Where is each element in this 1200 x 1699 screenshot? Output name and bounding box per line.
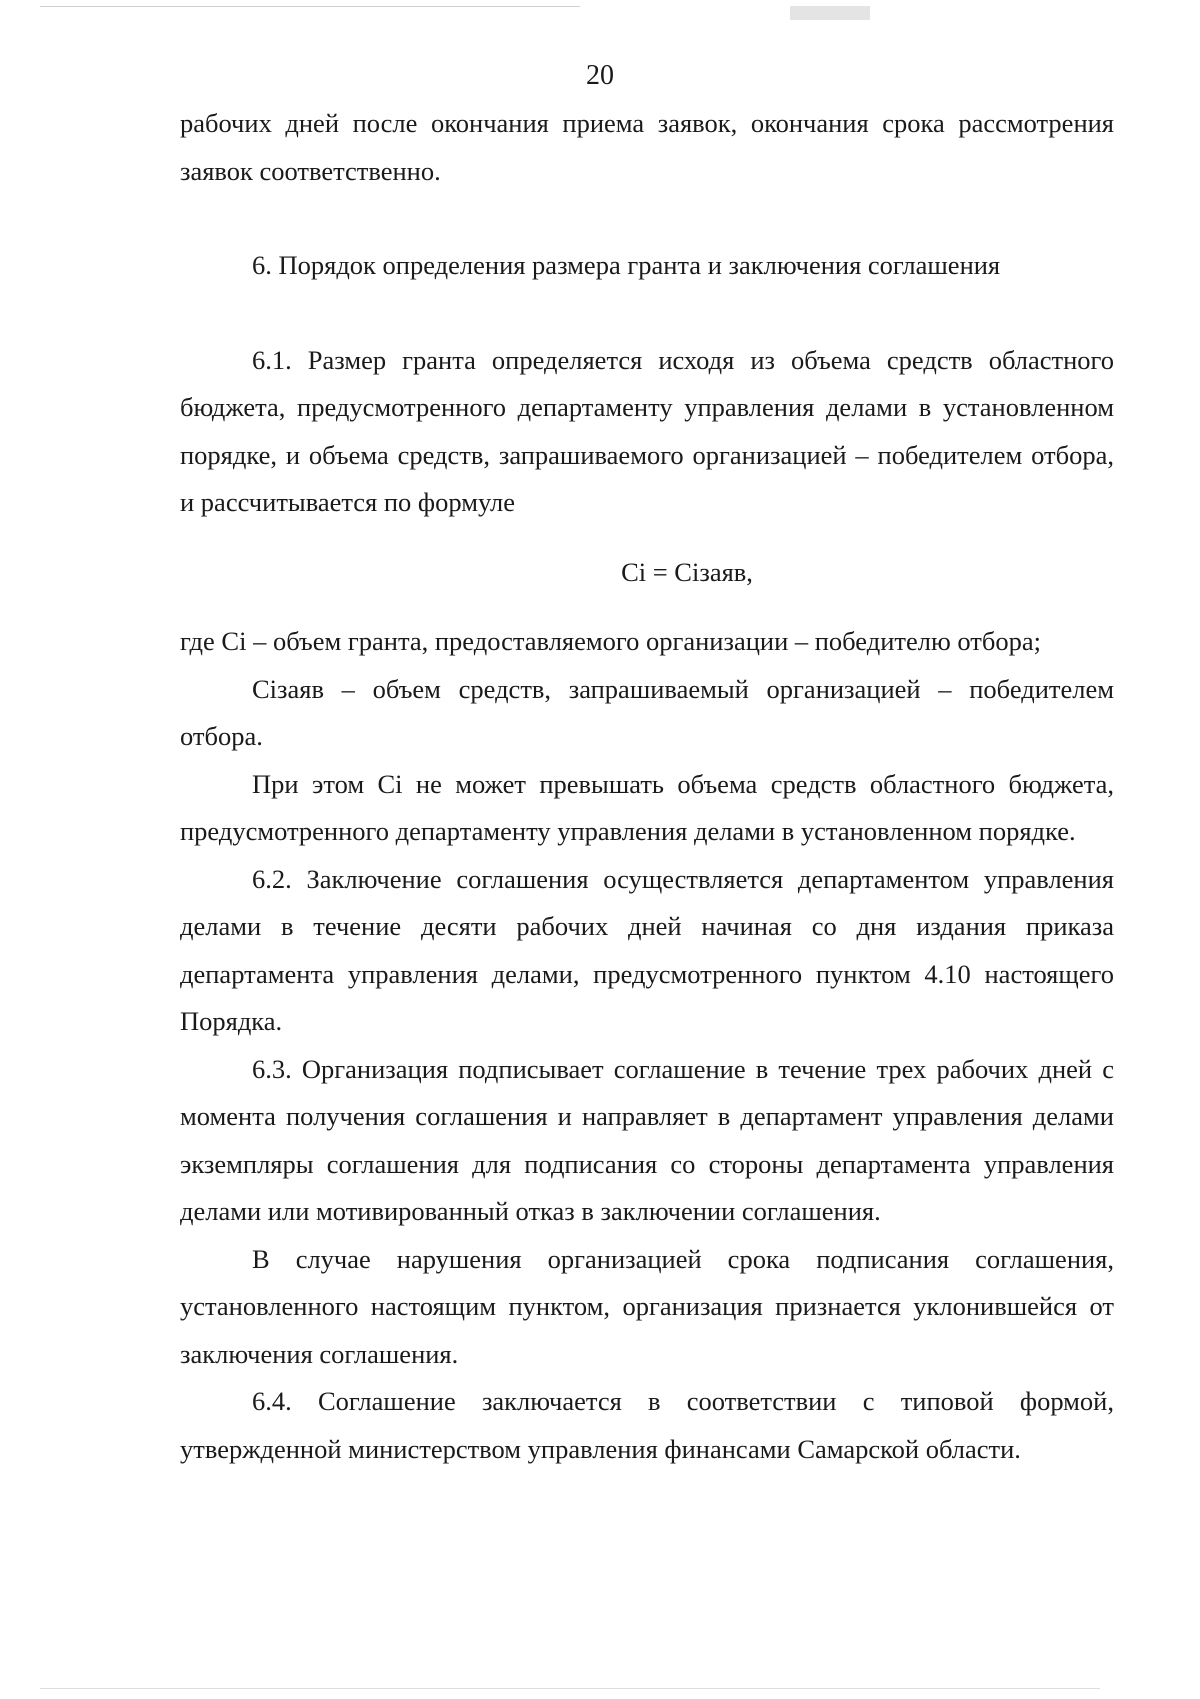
paragraph-6-3: 6.3. Организация подписывает соглашение в течение трех рабочих дней с момента получения соглашения и направляет в департамент управления делами экземпляры соглашения для подписания со стороны департамента управления делами или мотивированный отказ в заключении соглашения.	[180, 1053, 1114, 1226]
spacer	[180, 195, 1114, 242]
scan-artifact-bottom-line	[40, 1688, 1100, 1689]
section-heading: 6. Порядок определения размера гранта и заключения соглашения	[252, 250, 1001, 280]
scan-artifact-top-line	[40, 6, 580, 7]
paragraph-violation: В случае нарушения организацией срока подписания соглашения, установленного настоящим пунктом, организация признается уклонившейся от заключения соглашения.	[180, 1243, 1114, 1369]
page-number: 20	[586, 60, 614, 91]
paragraph-6-2: 6.2. Заключение соглашения осуществляется департаментом управления делами в течение десяти рабочих дней начиная со дня издания приказа департамента управления делами, предусмотренного пунктом 4.10 настоящего Порядка.	[180, 863, 1114, 1036]
grant-formula: Ci = Ciзаяв,	[621, 556, 753, 587]
paragraph-6-1: 6.1. Размер гранта определяется исходя из объема средств областного бюджета, предусмотренного департаменту управления делами в установленном порядке, и объема средств, запрашиваемого организацией – победителем отбора, и рассчитывается по формуле	[180, 344, 1114, 517]
formula-variable-definition: Ciзаяв – объем средств, запрашиваемый организацией – победителем отбора.	[180, 673, 1114, 751]
document-body	[180, 100, 1114, 1473]
paragraph-grant-limit: При этом Ci не может превышать объема средств областного бюджета, предусмотренного департаменту управления делами в установленном порядке.	[180, 768, 1114, 846]
scan-artifact-top-smudge	[790, 6, 870, 20]
spacer	[180, 290, 1114, 337]
formula-where-clause: где Ci – объем гранта, предоставляемого организации – победителю отбора;	[180, 626, 1041, 656]
paragraph-continuation: рабочих дней после окончания приема заявок, окончания срока рассмотрения заявок соответственно.	[180, 108, 1114, 186]
paragraph-6-4: 6.4. Соглашение заключается в соответствии с типовой формой, утвержденной министерством управления финансами Самарской области.	[180, 1386, 1114, 1464]
